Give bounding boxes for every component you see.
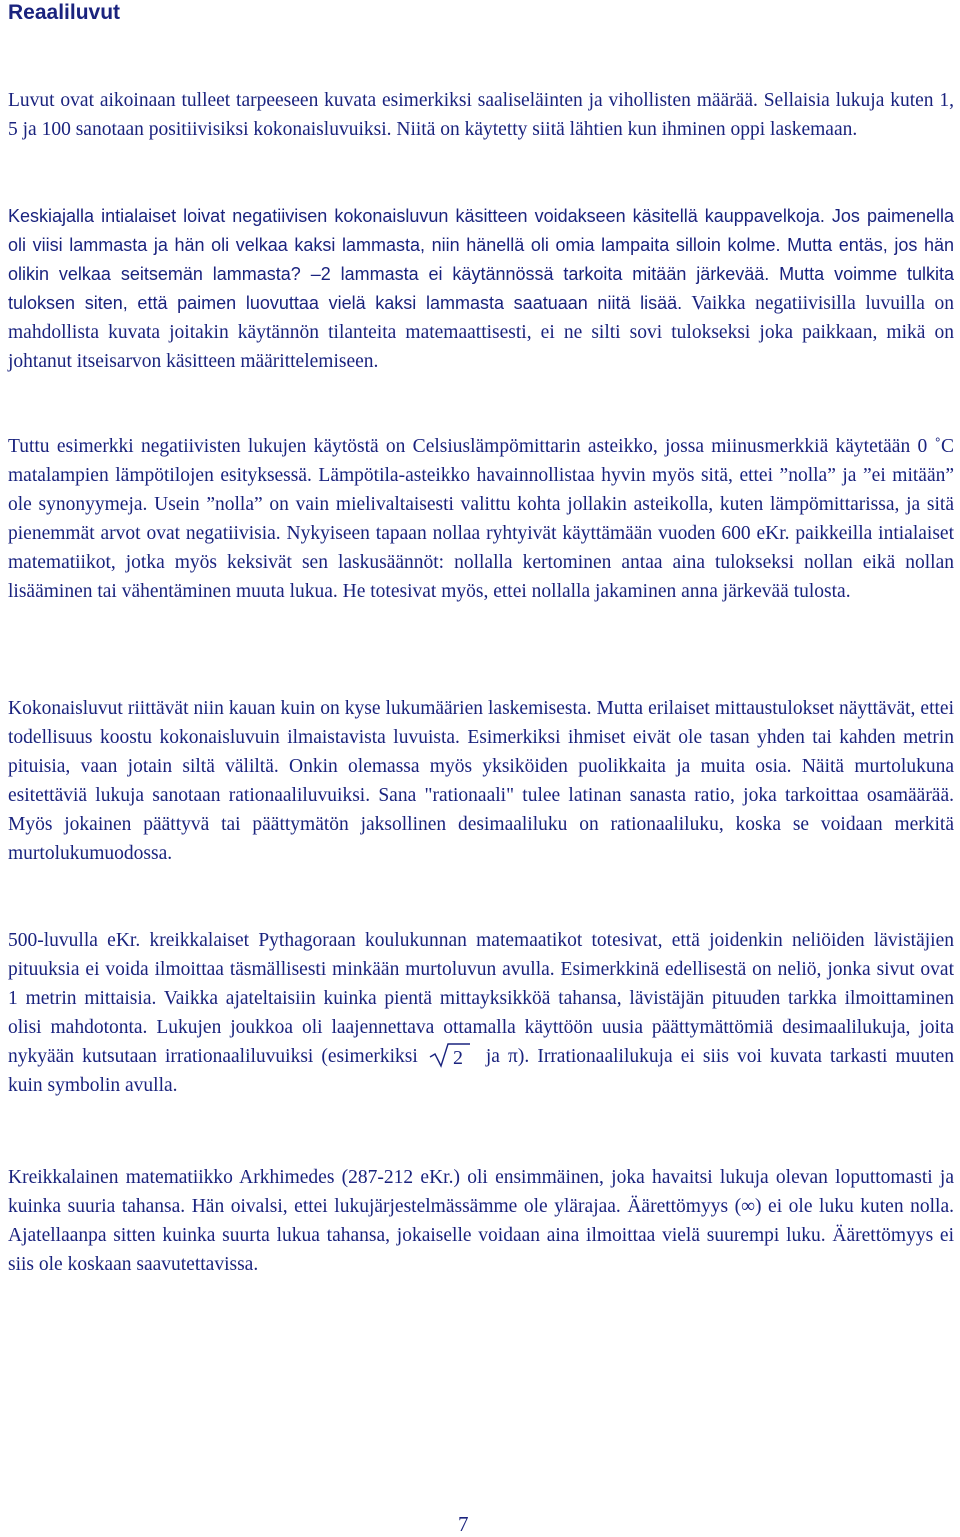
paragraph-rational-numbers: Kokonaisluvut riittävät niin kauan kuin on kyse lukumäärien laskemisesta. Mutta erilaiset mittaustulokset näyttävät, ettei todellisuus koostu kokonaisluvuin ilmaistavista luvuista. Esimerkiksi ihmiset eivät ole tasan yhden tai kahden metrin pituisia, vaan jotain siltä väliltä. Onkin olemassa myös yksiköiden puolikkaita ja muita osia. Näitä murtolukuna esitettäviä lukuja sanotaan rationaaliluvuiksi. Sana "rationaali" tulee latinan sanasta ratio, joka tarkoittaa osamäärää. Myös jokainen päättyvä tai päättymätön jaksollinen desimaaliluku on rationaaliluku, koska se voidaan merkitä murtolukumuodossa. xyxy=(8,698,954,864)
page-heading: Reaaliluvut xyxy=(8,1,121,24)
paragraph-negative-numbers-tail: Vaikka negatiivisilla luvuilla on mahdollista kuvata joitakin käytännön tilanteita matemaattisesti, ei ne silti sovi tulokseksi joka paikkaan, mikä on johtanut itseisarvon käsitteen määrittelemiseen. xyxy=(8,293,954,372)
page-number: 7 xyxy=(458,1512,469,1536)
paragraph-counting-numbers: Luvut ovat aikoinaan tulleet tarpeeseen kuvata esimerkiksi saaliseläinten ja vihollisten määrää. Sellaisia lukuja kuten 1, 5 ja 100 sanotaan positiivisiksi kokonaisluvuiksi. Niitä on käytetty siitä lähtien kun ihminen oppi laskemaan. xyxy=(8,90,954,140)
paragraph-irrational-numbers xyxy=(8,926,954,1100)
paragraph-infinity-tail: ) ei ole luku kuten nolla. Ajatellaanpa sitten kuinka suurta lukua tahansa, jokaiselle voidaan aina ilmoittaa vielä suurempi luku. Äärettömyys ei siis ole koskaan saavutettavissa. xyxy=(8,1196,954,1275)
paragraph-celsius-zero: Tuttu esimerkki negatiivisten lukujen käytöstä on Celsiuslämpömittarin asteikko, jossa miinusmerkkiä käytetään 0 ˚C matalampien lämpötilojen esityksessä. Lämpötila-asteikko havainnollistaa hyvin myös sitä, ettei ”nolla” ja ”ei mitään” ole synonyymeja. Usein ”nolla” on vain mielivaltaisesti valittu kohta jollakin asteikolla, kuten lämpömittarissa, ja sitä pienemmät arvot ovat negatiivisia. Nykyiseen tapaan nollaa ryhtyivät käyttämään vuoden 600 eKr. paikkeilla intialaiset matematiikot, jotka myös keksivät sen laskusäännöt: nollalla kertominen antaa aina tulokseksi nollan eikä nollan lisääminen tai vähentäminen muuta lukua. He totesivat myös, ettei nollalla jakaminen anna järkevää tulosta. xyxy=(8,436,954,602)
paragraph-irrational-numbers-tail: ja π). Irrationaalilukuja ei siis voi kuvata tarkasti muuten kuin symbolin avulla. xyxy=(8,1046,955,1096)
paragraph-irrational-numbers-lead: 500-luvulla eKr. kreikkalaiset Pythagoraan koulukunnan matemaatikot totesivat, että joidenkin neliöiden lävistäjien pituuksia ei voida ilmoittaa täsmällisesti minkään murtoluvun avulla. Esimerkkinä edellisestä on neliö, jonka sivut ovat 1 metrin mittaisia. Vaikka ajateltaisiin kuinka pientä mittayksikköä tahansa, lävistäjän pituuden tarkka ilmoittaminen olisi mahdotonta. Lukujen joukkoa oli laajennettava ottamalla käyttöön uusia päättymättömiä desimaalilukuja, joita nykyään kutsutaan irrationaaliluvuiksi (esimerkiksi xyxy=(8,930,954,1067)
paragraph-infinity xyxy=(8,1163,954,1279)
paragraph-negative-numbers-lead: Keskiajalla intialaiset loivat negatiivisen kokonaisluvun käsitteen voidakseen käsitellä kauppavelkoja. Jos paimenella oli viisi lammasta ja hän oli velkaa kaksi lammasta, niin hänellä oli omia lampaita silloin kolme. Mutta entäs, jos hän olikin velkaa seitsemän lammasta? –2 lammasta ei käytännössä tarkoita mitään järkevää. Mutta voimme tulkita tuloksen siten, että paimen luovuttaa vielä kaksi lammasta saatuaan niitä lisää. xyxy=(8,206,954,313)
paragraph-infinity-lead: Kreikkalainen matematiikko Arkhimedes (287-212 eKr.) oli ensimmäinen, joka havaitsi lukuja olevan loputtomasti ja kuinka suuria tahansa. Hän oivalsi, ettei lukujärjestelmässämme ole ylärajaa. Äärettömyys ( xyxy=(8,1167,954,1217)
square-root-symbol xyxy=(428,1042,472,1068)
square-root-radicand: 2 xyxy=(452,1047,463,1068)
infinity-symbol: ∞ xyxy=(741,1196,756,1217)
paragraph-negative-numbers xyxy=(8,202,954,376)
